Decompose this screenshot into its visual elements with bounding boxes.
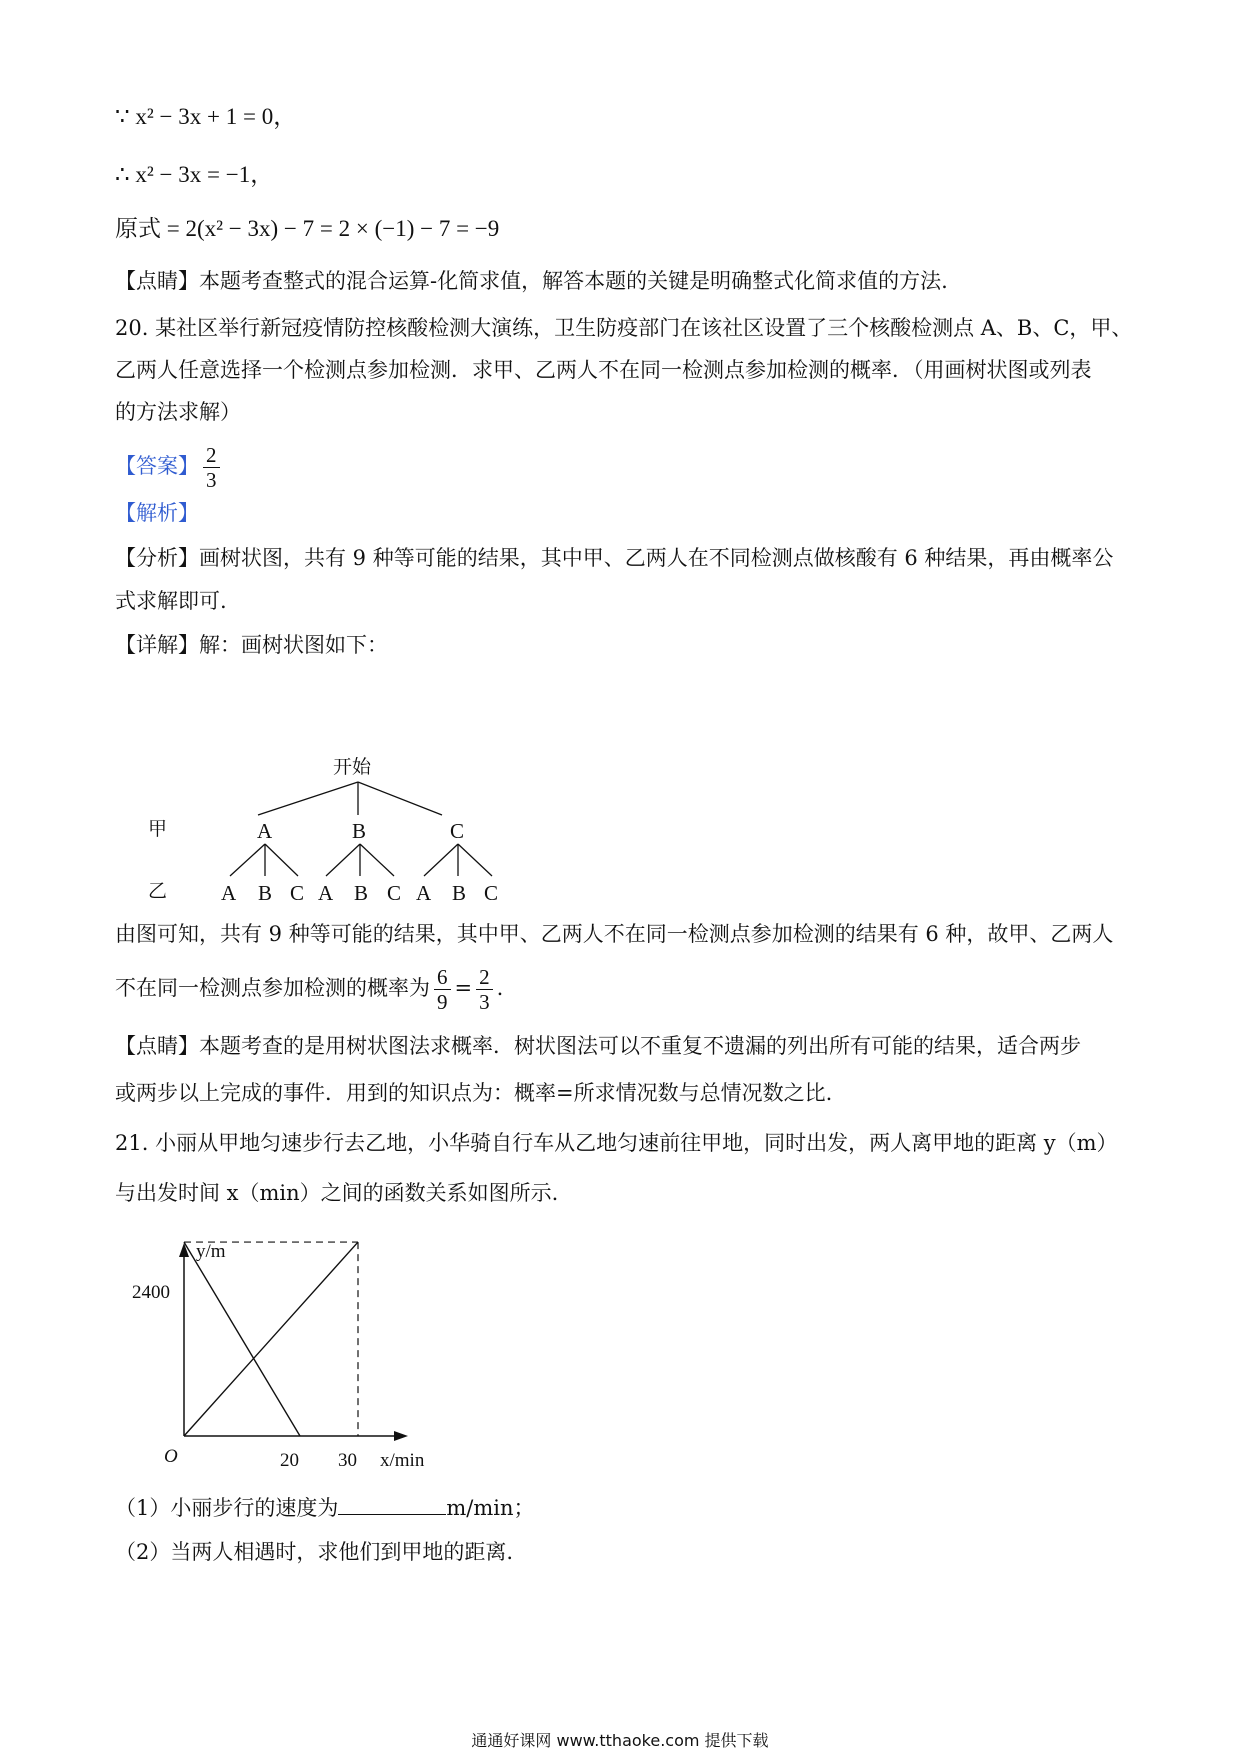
xiangjie-line: 【详解】解：画树状图如下： [115,633,388,657]
youtu-prefix: 不在同一检测点参加检测的概率为 [115,976,430,1000]
origin-label: O [164,1446,178,1467]
tree-leaf: A [318,881,334,905]
tree-row-label-yi: 乙 [148,880,168,902]
x-tick-20: 20 [280,1450,299,1471]
y-tick-2400: 2400 [132,1282,170,1303]
tree-row-label-jia: 甲 [148,818,168,840]
tree-leaf: B [452,881,467,905]
step-line-1: ∵ x² − 3x + 1 = 0， [115,104,297,129]
y-axis-arrow [179,1243,189,1257]
answer-fraction: $\frac{2}{3}$ [203,443,220,492]
dianjing-20-line-1: 【点睛】本题考查的是用树状图法求概率．树状图法可以不重复不遗漏的列出所有可能的结果，适合两步 [115,1034,1081,1058]
fenxi-line-2: 式求解即可. [115,589,227,613]
x-axis-label: x/min [380,1450,425,1471]
step-line-3: 原式 = 2(x² − 3x) − 7 = 2 × (−1) − 7 = −9 [115,216,500,241]
tree-leaf: A [221,881,237,905]
tree-leaf: C [484,881,499,905]
fenxi-line-1: 【分析】画树状图，共有 9 种等可能的结果，其中甲、乙两人在不同检测点做核酸有 6 种结果，再由概率公 [115,546,1114,570]
sub-question-2: （2）当两人相遇时，求他们到甲地的距离. [115,1540,514,1564]
tree-node-c: C [450,819,465,843]
fraction-6-9: $\frac{6}{9}$ [434,965,451,1014]
tree-leaf: B [258,881,273,905]
series-lines [184,1242,358,1436]
sub-question-1-unit: m/min； [446,1496,535,1520]
question-21-line-1: 21. 小丽从甲地匀速步行去乙地，小华骑自行车从乙地匀速前往甲地，同时出发，两人离甲地的距离 y（m） [115,1131,1118,1155]
sub-question-1-text: （1）小丽步行的速度为 [115,1496,339,1520]
x-axis-arrow [394,1431,408,1441]
page-footer: 通通好课网 www.tthaoke.com 提供下载 [471,1731,769,1750]
analysis-label: 【解析】 [115,501,199,525]
step-line-2: ∴ x² − 3x = −1， [115,162,274,187]
tree-leaf: C [290,881,305,905]
series-line-1 [184,1242,300,1436]
y-axis-label: y/m [196,1241,226,1262]
youtu-line-1: 由图可知，共有 9 种等可能的结果，其中甲、乙两人不在同一检测点参加检测的结果有 6 种，故甲、乙两人 [115,922,1114,946]
dianjing-20-line-2: 或两步以上完成的事件．用到的知识点为：概率=所求情况数与总情况数之比. [115,1081,833,1105]
question-20-line-1: 20. 某社区举行新冠疫情防控核酸检测大演练，卫生防疫部门在该社区设置了三个核酸检测点 A、B、C，甲、 [115,316,1133,340]
tree-leaf: B [354,881,369,905]
axes [184,1252,400,1436]
tree-root: 开始 [333,756,372,778]
question-20-line-3: 的方法求解） [115,400,241,424]
question-20-line-2: 乙两人任意选择一个检测点参加检测．求甲、乙两人不在同一检测点参加检测的概率．（用画树状图或列表 [115,358,1092,382]
tree-node-b: B [352,819,367,843]
sub-question-1 [115,1493,535,1523]
dianjing-19: 【点睛】本题考查整式的混合运算-化简求值，解答本题的关键是明确整式化简求值的方法. [115,269,948,293]
tree-leaf: A [416,881,432,905]
answer-label: 【答案】 [115,454,199,478]
answer-blank[interactable] [338,1494,446,1515]
x-tick-30: 30 [338,1450,357,1471]
tree-node-a: A [257,819,273,843]
period: . [496,976,504,1000]
fraction-2-3: $\frac{2}{3}$ [476,965,493,1014]
equals-sign: = [454,976,473,1000]
series-line-2 [184,1242,358,1436]
question-21-line-2: 与出发时间 x（min）之间的函数关系如图所示. [115,1181,559,1205]
tree-leaf: C [387,881,402,905]
